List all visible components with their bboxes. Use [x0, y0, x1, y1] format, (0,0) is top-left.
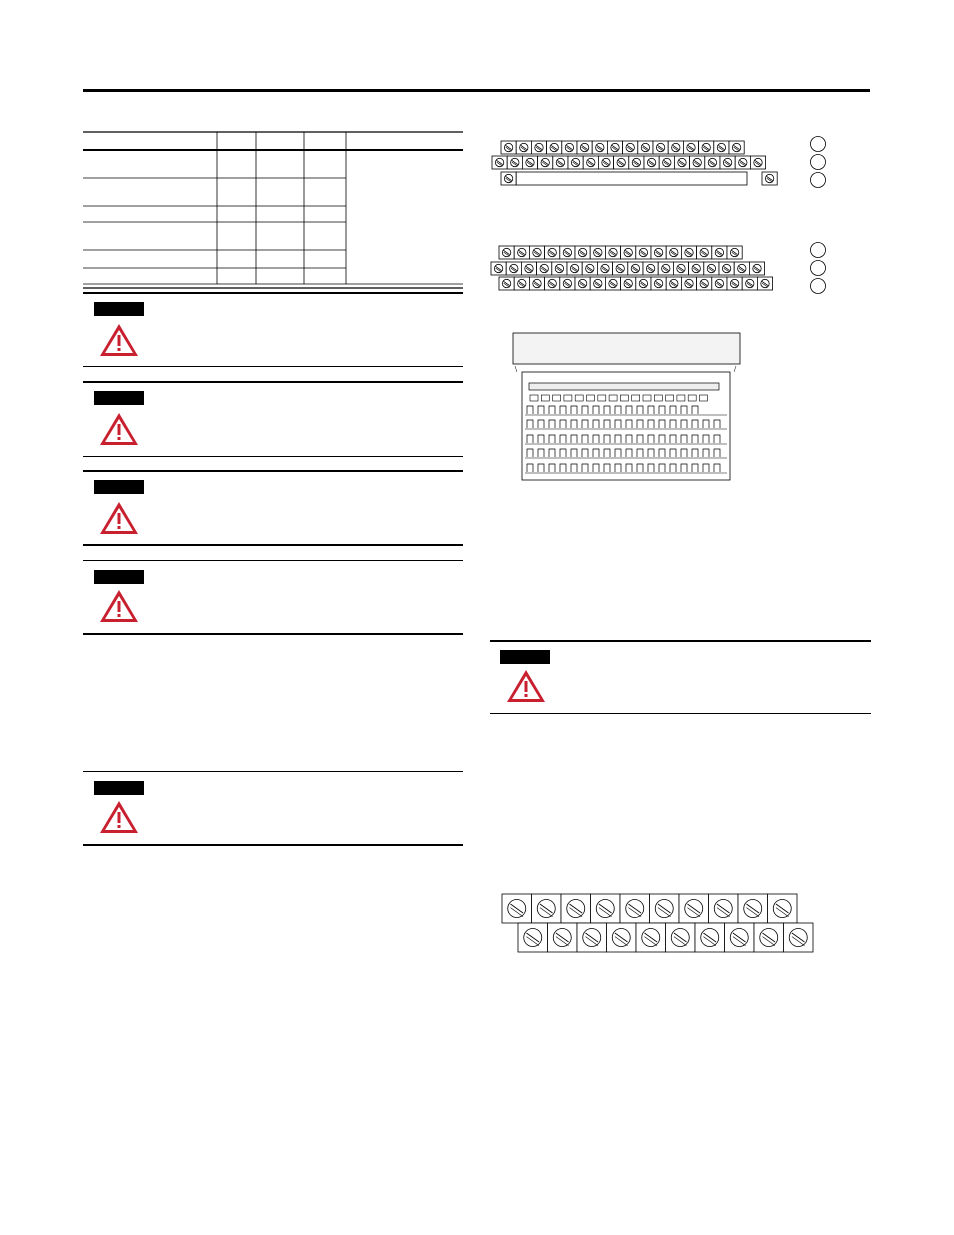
- terminal-screw: [636, 277, 651, 290]
- terminal-screw: [636, 923, 666, 952]
- terminal-screw: [521, 262, 536, 275]
- terminal-screw: [545, 246, 560, 259]
- warning-label: [94, 570, 144, 584]
- callout-circle: [811, 279, 826, 294]
- terminal-screw: [621, 246, 636, 259]
- callout-circle: [811, 137, 826, 152]
- terminal-screw: [529, 246, 544, 259]
- terminal-screw: [690, 156, 705, 169]
- terminal-screw: [644, 156, 659, 169]
- status-indicator: [666, 395, 674, 401]
- warning-box-4: [83, 560, 463, 636]
- terminal-screw: [638, 141, 653, 154]
- terminal-screw: [529, 277, 544, 290]
- status-indicator: [632, 395, 640, 401]
- terminal-strip-diagram-c: [498, 890, 818, 956]
- terminal-screw: [567, 262, 582, 275]
- terminal-screw: [537, 262, 552, 275]
- callout-circle: [811, 243, 826, 258]
- terminal-screw: [501, 172, 516, 185]
- terminal-screw: [514, 277, 529, 290]
- terminal-screw: [729, 141, 744, 154]
- terminal-screw: [501, 141, 516, 154]
- terminal-screw: [506, 262, 521, 275]
- warning-label: [500, 650, 550, 664]
- terminal-screw: [651, 277, 666, 290]
- status-indicator: [609, 395, 617, 401]
- terminal-screw: [679, 894, 709, 923]
- terminal-screw: [651, 246, 666, 259]
- terminal-screw: [582, 262, 597, 275]
- terminal-screw: [548, 923, 578, 952]
- terminal-screw: [507, 156, 522, 169]
- terminal-screw: [762, 172, 777, 185]
- terminal-screw: [734, 262, 749, 275]
- warning-box-3: [83, 470, 463, 546]
- terminal-screw: [629, 156, 644, 169]
- status-indicator: [654, 395, 662, 401]
- terminal-screw: [598, 156, 613, 169]
- spec-table-grid: [83, 131, 463, 291]
- status-indicator: [598, 395, 606, 401]
- terminal-screw: [668, 141, 683, 154]
- terminal-screw: [560, 246, 575, 259]
- terminal-screw: [613, 262, 628, 275]
- module-view-diagram: [505, 330, 750, 485]
- terminal-screw: [650, 894, 680, 923]
- status-indicator: [553, 395, 561, 401]
- status-indicator: [700, 395, 708, 401]
- status-indicator: [530, 395, 538, 401]
- terminal-screw: [514, 246, 529, 259]
- terminal-screw: [754, 923, 784, 952]
- warning-label: [94, 391, 144, 405]
- terminal-screw: [674, 156, 689, 169]
- status-indicator: [688, 395, 696, 401]
- terminal-block-diagram-b: [485, 240, 835, 300]
- terminal-screw: [709, 894, 739, 923]
- terminal-screw: [735, 156, 750, 169]
- terminal-screw: [750, 156, 765, 169]
- terminal-screw: [575, 246, 590, 259]
- terminal-screw: [553, 156, 568, 169]
- warning-triangle-icon: [98, 500, 140, 536]
- status-indicator: [541, 395, 549, 401]
- warning-triangle-icon: [98, 799, 140, 835]
- terminal-screw: [784, 923, 814, 952]
- terminal-screw: [720, 156, 735, 169]
- terminal-block-diagram-a: [485, 135, 835, 195]
- terminal-screw: [653, 141, 668, 154]
- terminal-screw: [666, 277, 681, 290]
- terminal-screw: [621, 277, 636, 290]
- spec-table: [83, 131, 463, 288]
- warning-label: [94, 781, 144, 795]
- callout-circle: [811, 261, 826, 276]
- warning-box-1: [83, 292, 463, 368]
- terminal-screw: [742, 277, 757, 290]
- status-indicator: [564, 395, 572, 401]
- terminal-screw: [757, 277, 772, 290]
- terminal-screw: [712, 277, 727, 290]
- terminal-screw: [607, 923, 637, 952]
- terminal-screw: [547, 141, 562, 154]
- terminal-screw: [666, 246, 681, 259]
- terminal-screw: [727, 277, 742, 290]
- terminal-screw: [768, 894, 798, 923]
- terminal-screw: [560, 277, 575, 290]
- terminal-screw: [545, 277, 560, 290]
- warning-box-5: [83, 771, 463, 847]
- status-indicator: [677, 395, 685, 401]
- terminal-screw: [538, 156, 553, 169]
- terminal-screw: [516, 141, 531, 154]
- terminal-screw: [502, 894, 532, 923]
- warning-box-2: [83, 381, 463, 457]
- terminal-screw: [658, 262, 673, 275]
- callout-circle: [811, 173, 826, 188]
- terminal-screw: [592, 141, 607, 154]
- terminal-screw: [590, 277, 605, 290]
- terminal-screw: [666, 923, 696, 952]
- terminal-screw: [623, 141, 638, 154]
- terminal-screw: [499, 246, 514, 259]
- terminal-screw: [719, 262, 734, 275]
- terminal-screw: [605, 277, 620, 290]
- terminal-screw: [620, 894, 650, 923]
- callout-circle: [811, 155, 826, 170]
- terminal-screw: [643, 262, 658, 275]
- terminal-screw: [727, 246, 742, 259]
- terminal-screw: [607, 141, 622, 154]
- terminal-screw: [697, 246, 712, 259]
- terminal-screw: [695, 923, 725, 952]
- terminal-screw: [499, 277, 514, 290]
- terminal-screw: [577, 141, 592, 154]
- terminal-screw: [636, 246, 651, 259]
- status-indicator: [587, 395, 595, 401]
- terminal-screw: [689, 262, 704, 275]
- terminal-screw: [738, 894, 768, 923]
- terminal-screw: [697, 277, 712, 290]
- terminal-screw: [522, 156, 537, 169]
- terminal-screw: [597, 262, 612, 275]
- terminal-screw: [577, 923, 607, 952]
- terminal-screw: [591, 894, 621, 923]
- terminal-screw: [561, 894, 591, 923]
- status-indicator: [620, 395, 628, 401]
- terminal-screw: [562, 141, 577, 154]
- terminal-screw: [681, 246, 696, 259]
- terminal-screw: [681, 277, 696, 290]
- terminal-screw: [749, 262, 764, 275]
- terminal-screw: [518, 923, 548, 952]
- terminal-screw: [492, 156, 507, 169]
- status-indicator: [643, 395, 651, 401]
- terminal-screw: [725, 923, 755, 952]
- terminal-screw: [659, 156, 674, 169]
- terminal-screw: [705, 156, 720, 169]
- warning-label: [94, 302, 144, 316]
- terminal-screw: [699, 141, 714, 154]
- terminal-screw: [714, 141, 729, 154]
- terminal-screw: [568, 156, 583, 169]
- warning-triangle-icon: [98, 588, 140, 624]
- terminal-screw: [590, 246, 605, 259]
- terminal-screw: [628, 262, 643, 275]
- terminal-screw: [552, 262, 567, 275]
- terminal-screw: [704, 262, 719, 275]
- warning-box-6: [490, 640, 871, 716]
- warning-triangle-icon: [505, 668, 547, 704]
- header-rule: [83, 89, 870, 92]
- terminal-screw: [605, 246, 620, 259]
- terminal-screw: [583, 156, 598, 169]
- terminal-screw: [673, 262, 688, 275]
- terminal-screw: [683, 141, 698, 154]
- terminal-screw: [532, 894, 562, 923]
- warning-triangle-icon: [98, 411, 140, 447]
- terminal-screw: [575, 277, 590, 290]
- terminal-screw: [712, 246, 727, 259]
- terminal-screw: [614, 156, 629, 169]
- terminal-screw: [531, 141, 546, 154]
- warning-label: [94, 480, 144, 494]
- terminal-screw: [491, 262, 506, 275]
- module-label-panel: [513, 333, 740, 364]
- warning-triangle-icon: [98, 322, 140, 358]
- status-indicator: [575, 395, 583, 401]
